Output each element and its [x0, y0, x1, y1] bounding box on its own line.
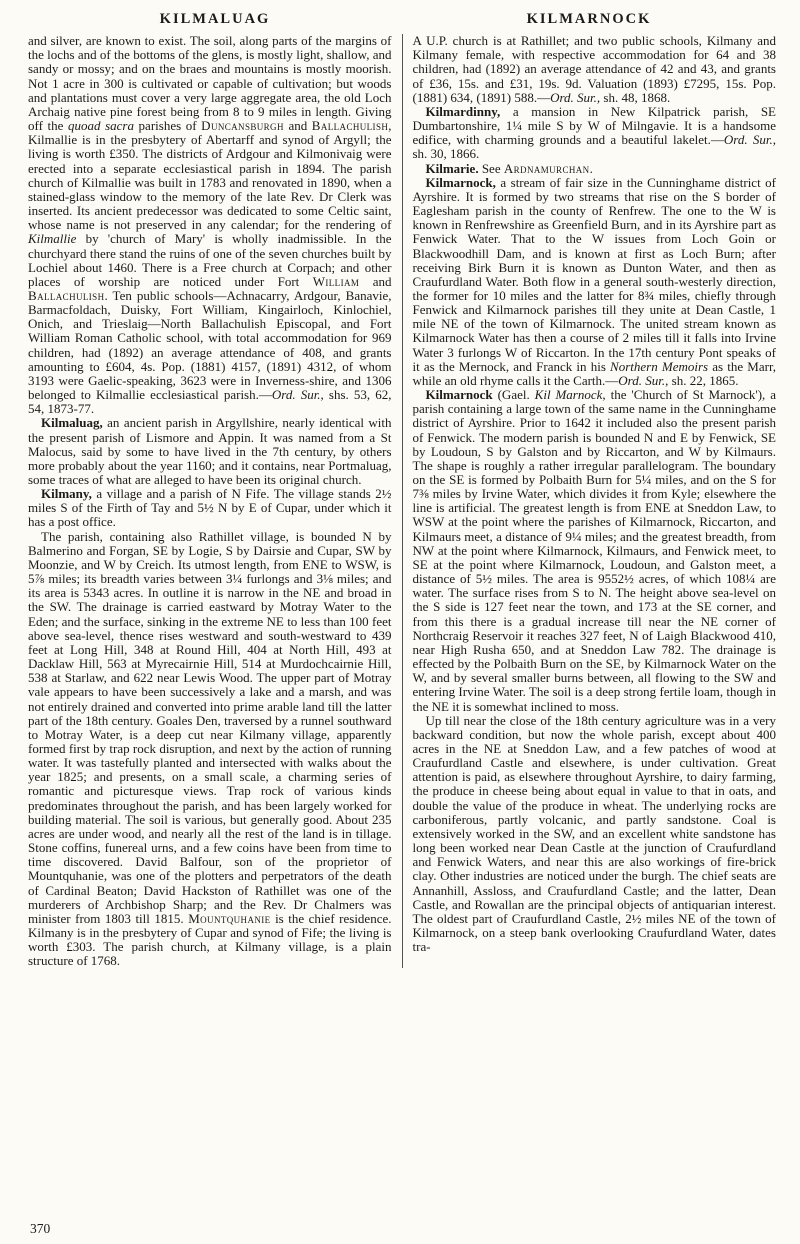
- text-columns: [28, 34, 776, 968]
- text-segment: as the Marr, while an old rhyme calls it the Carth.—: [412, 358, 777, 388]
- text-segment: Ord. Sur.,: [271, 387, 324, 403]
- paragraph: [28, 34, 392, 416]
- paragraph: [28, 416, 392, 487]
- text-segment: an ancient parish in Argyllshire, nearly identical with the present parish of Lismore and Appin. It was named from a St Malocus, said by some to have lived in the 7th century, by others more probably about the year 1160; and it contains, near Portmaluag, some traces of what are alleged to have been its original church.: [28, 415, 392, 487]
- page-number: 370: [30, 1220, 51, 1236]
- text-segment: quoad sacra: [67, 118, 134, 134]
- text-segment: . Ten public schools—Achnacarry, Ardgour, Banavie, Barmacfoldach, Duisky, Fort William, Kingairloch, Kinlochiel, Onich, and Trieslaig—North Ballachulish Episcopal, and Fort William Roman Catholic school, with total accommodation for 969 children, had (1892) an average attendance of 408, and grants amounting to £604, 4s. Pop. (1881) 4157, (1891) 4312, of whom 3193 were Gaelic-speaking, 3623 were in Inverness-shire, and 1306 belonged to Kilmallie ecclesiastical parish.—: [28, 287, 392, 403]
- text-segment: Ardnamurchan: [503, 160, 590, 176]
- running-heads: [28, 12, 776, 26]
- text-segment: (Gael.: [492, 387, 535, 403]
- text-segment: Ballachulish: [311, 118, 389, 134]
- entry-name: Kilmardinny,: [425, 103, 501, 119]
- text-segment: and silver, are known to exist. The soil, along parts of the margins of the lochs and of the bottoms of the glens, is mostly light, shallow, and sandy or mossy; and on the braes and mountains is mostly moorish. Not 1 acre in 300 is cultivated or capable of cultivation; but woods and plantations must cover a very large aggregate area, the old Loch Archaig native pine forest being from 8 to 9 miles in length. Giving off the: [28, 33, 392, 134]
- paragraph: [413, 714, 777, 955]
- running-head-right: KILMARNOCK: [526, 11, 652, 27]
- text-segment: Ord. Sur.,: [550, 89, 601, 105]
- text-segment: a mansion in New Kilpatrick parish, SE Dumbartonshire, 1¼ mile S by W of Milngavie. It is a handsome edifice, with charming grounds and a beautiful lakelet.—: [412, 103, 776, 148]
- entry-name: Kilmarnock,: [425, 174, 496, 190]
- text-segment: is the chief residence. Kilmany is in the presbytery of Cupar and synod of Fife; the living is worth £303. The parish church, at Kilmany village, is a plain structure of 1768.: [28, 910, 392, 969]
- entry-name: Kilmarnock: [425, 387, 493, 403]
- text-segment: A U.P. church is at Rathillet; and two public schools, Kilmany and Kilmany female, with respective accommodation for 64 and 38 children, had (1892) an average attendance of 42 and 43, and grants of £36, 15s. and £31, 19s. 9d. Valuation (1893) £7295, 15s. Pop. (1881) 634, (1891) 588.—: [412, 33, 776, 105]
- text-segment: , Kilmallie is in the presbytery of Abertarff and synod of Argyll; the living is worth £350. The districts of Ardgour and Kilmonivaig were erected into a separate ecclesiastical parish in 1894. The parish church of Kilmallie was built in 1783 and renovated in 1890, when a stained-glass window to the memory of the late Rev. Dr Clerk was inserted. Its ancient predecessor was dedicated to some Celtic saint, whose name is not preserved in any calendar; for the rendering of: [28, 118, 392, 233]
- entry-name: Kilmany,: [41, 486, 92, 502]
- text-segment: Kil Marnock: [534, 387, 603, 403]
- paragraph: [413, 162, 777, 176]
- text-segment: The parish, containing also Rathillet village, is bounded N by Balmerino and Forgan, SE by Logie, S by Dairsie and Cupar, SW by Moonzie, and W by Creich. Its utmost length, from ENE to WSW, is 5⅞ miles; its breadth varies between 3¼ furlongs and 3⅛ miles; and its area is 5343 acres. In outline it is narrow in the NE and broad in the SW. The drainage is carried eastward by Motray Water to the Eden; and the surface, sinking in the extreme NE to less than 100 feet above sea-level, thence rises westward and south-westward to 439 feet at Long Hill, 348 at Round Hill, 404 at North Hill, 493 at Dacklaw Hill, 563 at Myrecairnie Hill, 514 at Murdochcairnie Hill, 538 at Starlaw, and 622 near Lewis Wood. The upper part of Motray vale appears to have been successively a lake and a marsh, and was not entirely drained and converted into prime arable land till the latter part of the 18th century. Goales Den, traversed by a runnel southward to Motray Water, is a deep cut near Kilmany village, apparently formed first by trap rock disruption, and next by the action of running water. It was tastefully planted and intersected with walks about the year 1825; and presents, on a small scale, a charming series of romantic and picturesque views. Trap rock of various kinds predominates throughout the parish, and has been largely worked for building material. The soil is various, but generally good. About 235 acres are under wood, and nearly all the rest of the land is in tillage. Stone coffins, funereal urns, and a few coins have been from time to time discovered. David Balfour, son of the proprietor of Mountquhanie, was one of the plotters and perpetrators of the death of Cardinal Beaton; David Hackston of Rathillet was one of the murderers of Archbishop Sharp; and the Rev. Dr Chalmers was minister from 1803 till 1815.: [28, 528, 392, 926]
- text-segment: sh. 48, 1868.: [600, 89, 671, 105]
- text-segment: Ballachulish: [28, 287, 105, 303]
- text-segment: by 'church of Mary' is wholly inadmissible. In the churchyard there stand the ruins of one of the seven churches built by Lochiel about 1460. There is a Free church at Corpach; and other places of worship are noticed under Fort: [28, 231, 392, 289]
- text-segment: parishes of: [133, 118, 202, 134]
- paragraph: [413, 176, 777, 388]
- text-segment: Up till near the close of the 18th century agriculture was in a very backward condition, but now the whole parish, except about 400 acres in the NE at Sneddon Law, and a few patches of wood at Craufurdland Castle and elsewhere, is under cultivation. Great attention is paid, as elsewhere throughout Ayrshire, to dairy farming, the produce in cheese being about equal in value to that in oats, and double the value of the produce in wheat. The underlying rocks are carboniferous, partly volcanic, and partly sandstone. Coal is extensively worked in the SW, and an excellent white sandstone has long been worked near Dean Castle at the junction of Craufurdland and Fenwick Waters, and near this are also workings of fire-brick clay. Other industries are noticed under the burgh. The chief seats are Annanhill, Assloss, and Craufurdland Castle; and the latter, Dean Castle, and Rowallan are the principal objects of antiquarian interest. The oldest part of Craufurdland Castle, 2½ miles NE of the town of Kilmarnock, on a steep bank overlooking Craufurdland Water, dates tra-: [412, 712, 776, 955]
- paragraph: [413, 388, 777, 714]
- entry-name: Kilmarie.: [425, 160, 479, 176]
- entry-name: Kilmaluag,: [41, 415, 103, 431]
- text-segment: sh. 30, 1866.: [412, 146, 480, 162]
- right-column-body: [413, 34, 777, 954]
- text-segment: Duncansburgh: [201, 118, 284, 134]
- paragraph: [28, 530, 392, 969]
- right-column: [402, 34, 777, 968]
- paragraph: [413, 34, 777, 105]
- text-segment: a stream of fair size in the Cunninghame district of Ayrshire. It is formed by two streams that rise on the S border of Eaglesham parish in the county of Renfrew. The one to the W is known in Renfrewshire as Greenfield Burn, and in its Ayrshire part as Fenwick Water. That to the W issues from Loch Goin or Blackwoodhill Dam, and is known at first as Loch Burn; after receiving Birk Burn it is known as Dunton Water, and then as Craufurdland Water. Both flow in a general south-westerly direction, the former for 10 miles and the latter for 8¾ miles, chiefly through Fenwick and Kilmarnock parishes till they unite at Dean Castle, 1 mile NE of the town of Kilmarnock. The united stream known as Kilmarnock Water has then a course of 2 miles till it falls into Irvine Water 3 furlongs W of Riccarton. In the 17th century Pont speaks of it as the Mernock, and Franck in his: [412, 174, 776, 374]
- text-segment: .: [589, 160, 593, 176]
- text-segment: and: [283, 118, 312, 134]
- text-segment: William: [312, 273, 360, 289]
- paragraph: [28, 487, 392, 529]
- text-segment: Ord. Sur.,: [618, 372, 669, 388]
- text-segment: sh. 22, 1865.: [668, 372, 739, 388]
- text-segment: , the 'Church of St Marnock'), a parish containing a large town of the same name in the Cunninghame district of Ayrshire. Prior to 1642 it included also the present parish of Fenwick. The modern parish is bounded N and E by Fenwick, SE by Loudoun, S by Galston and by Riccarton, and W by Kilmaurs. The shape is roughly a rather irregular parallelogram. The boundary on the SE is formed by Polbaith Burn for 5¼ miles, and on the S for 7⅜ miles by Irvine Water, which divides it from Kyle; elsewhere the line is artificial. The greatest length is from ENE at Sneddon Law, to WSW at the point where the parishes of Kilmarnock, Riccarton, and Kilmaurs meet, a distance of 9¼ miles; and the greatest breadth, from NW at the point where Kilmarnock, Kilmaurs, and Fenwick meet, to SE at the point where Kilmarnock, Loudoun, and Galston meet, a distance of 5½ miles. The area is 9552½ acres, of which 108¼ are water. The surface rises from S to N. The height above sea-level on the S side is 127 feet near the town, and 173 at the SE corner, and from this there is a gradual increase till near the NE corner of Northcraig Reservoir it reaches 327 feet, N of Laigh Blackwood 410, near High Rusha 650, and at Sneddon Law 782. The drainage is effected by the Polbaith Burn on the SE, by Kilmarnock Water on the W, and by several smaller burns between, all flowing to the SW and entering Irvine Water. The soil is a deep strong fertile loam, though in the NE it is somewhat inclined to moss.: [412, 387, 776, 714]
- text-segment: Northern Memoirs: [610, 358, 709, 374]
- text-segment: a village and a parish of N Fife. The village stands 2½ miles S of the Firth of Tay and 5½ N by E of Cupar, under which it has a post office.: [28, 486, 392, 530]
- text-segment: See: [478, 160, 504, 176]
- paragraph: [413, 105, 777, 162]
- text-segment: Mountquhanie: [188, 910, 271, 926]
- text-segment: Kilmallie: [28, 231, 77, 247]
- text-segment: Ord. Sur.,: [723, 132, 776, 148]
- left-column: [28, 34, 402, 968]
- left-column-body: [28, 34, 392, 968]
- running-head-left: KILMALUAG: [159, 11, 271, 27]
- text-segment: and: [359, 273, 392, 289]
- text-segment: shs. 53, 62, 54, 1873-77.: [28, 387, 392, 417]
